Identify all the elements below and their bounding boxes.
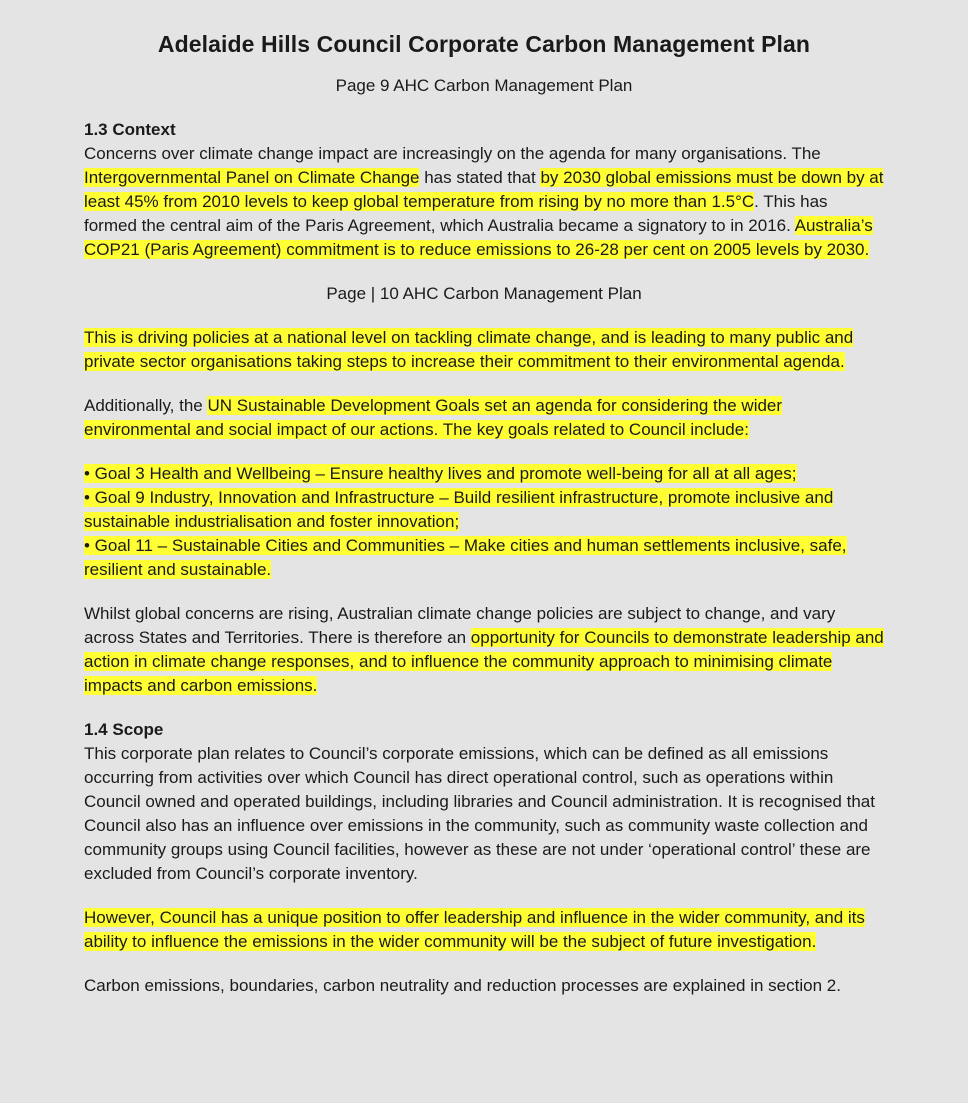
section-heading-scope: 1.4 Scope	[84, 720, 164, 739]
highlight-2030-target: by 2030 global emissions must be down by at least 45% from 2010 levels to keep global temperature from rising by no more than 1.5°C	[84, 168, 884, 211]
page-header-9: Page 9 AHC Carbon Management Plan	[335, 76, 633, 95]
context-p3-text-1: Additionally, the	[84, 396, 208, 415]
page-header-10: Page | 10 AHC Carbon Management Plan	[326, 284, 642, 303]
context-p1-text-1: Concerns over climate change impact are increasingly on the agenda for many organisations. The	[84, 144, 821, 163]
context-paragraph-4	[84, 602, 884, 698]
goal-item-11: • Goal 11 – Sustainable Cities and Communities – Make cities and human settlements inclusive, safe, resilient and sustainable.	[84, 536, 847, 579]
context-p1-text-2: has stated that	[419, 168, 541, 187]
document-title: Adelaide Hills Council Corporate Carbon Management Plan	[157, 31, 811, 57]
context-paragraph-1	[84, 142, 884, 262]
highlight-unique-position: However, Council has a unique position to offer leadership and influence in the wider community, and its ability to influence the emissions in the wider community will be the subject of future investigation.	[84, 908, 865, 951]
goal-item-9: • Goal 9 Industry, Innovation and Infrastructure – Build resilient infrastructure, promote inclusive and sustainable industrialisation and foster innovation;	[84, 488, 834, 531]
context-p4-text-1: Whilst global concerns are rising, Australian climate change policies are subject to change, and vary across States and Territories. There is therefore an	[84, 604, 836, 647]
highlight-national-policies: This is driving policies at a national level on tackling climate change, and is leading to many public and private sector organisations taking steps to increase their commitment to their environmental agenda.	[84, 328, 854, 371]
context-p1-text-3: . This has formed the central aim of the Paris Agreement, which Australia became a signatory to in 2016.	[84, 192, 828, 235]
highlight-cop21: Australia’s COP21 (Paris Agreement) commitment is to reduce emissions to 26-28 per cent on 2005 levels by 2030.	[84, 216, 873, 259]
context-paragraph-2	[84, 326, 884, 374]
goals-list	[84, 462, 884, 582]
context-paragraph-3	[84, 394, 884, 442]
highlight-ipcc: Intergovernmental Panel on Climate Change	[84, 168, 420, 187]
scope-paragraph-3: Carbon emissions, boundaries, carbon neutrality and reduction processes are explained in section 2.	[84, 976, 841, 995]
goal-item-3: • Goal 3 Health and Wellbeing – Ensure healthy lives and promote well-being for all at all ages;	[84, 464, 797, 483]
section-heading-context: 1.3 Context	[84, 120, 176, 139]
scope-paragraph-1: This corporate plan relates to Council’s corporate emissions, which can be defined as all emissions occurring from activities over which Council has direct operational control, such as operations within Council owned and operated buildings, including libraries and Council administration. It is recognised that Council also has an influence over emissions in the community, such as community waste collection and community groups using Council facilities, however as these are not under ‘operational control’ these are excluded from Council’s corporate inventory.	[84, 744, 875, 883]
highlight-un-sdg: UN Sustainable Development Goals set an agenda for considering the wider environmental and social impact of our actions. The key goals related to Council include:	[84, 396, 783, 439]
highlight-council-leadership: opportunity for Councils to demonstrate leadership and action in climate change responses, and to influence the community approach to minimising climate impacts and carbon emissions.	[84, 628, 884, 695]
scope-paragraph-2	[84, 906, 884, 954]
